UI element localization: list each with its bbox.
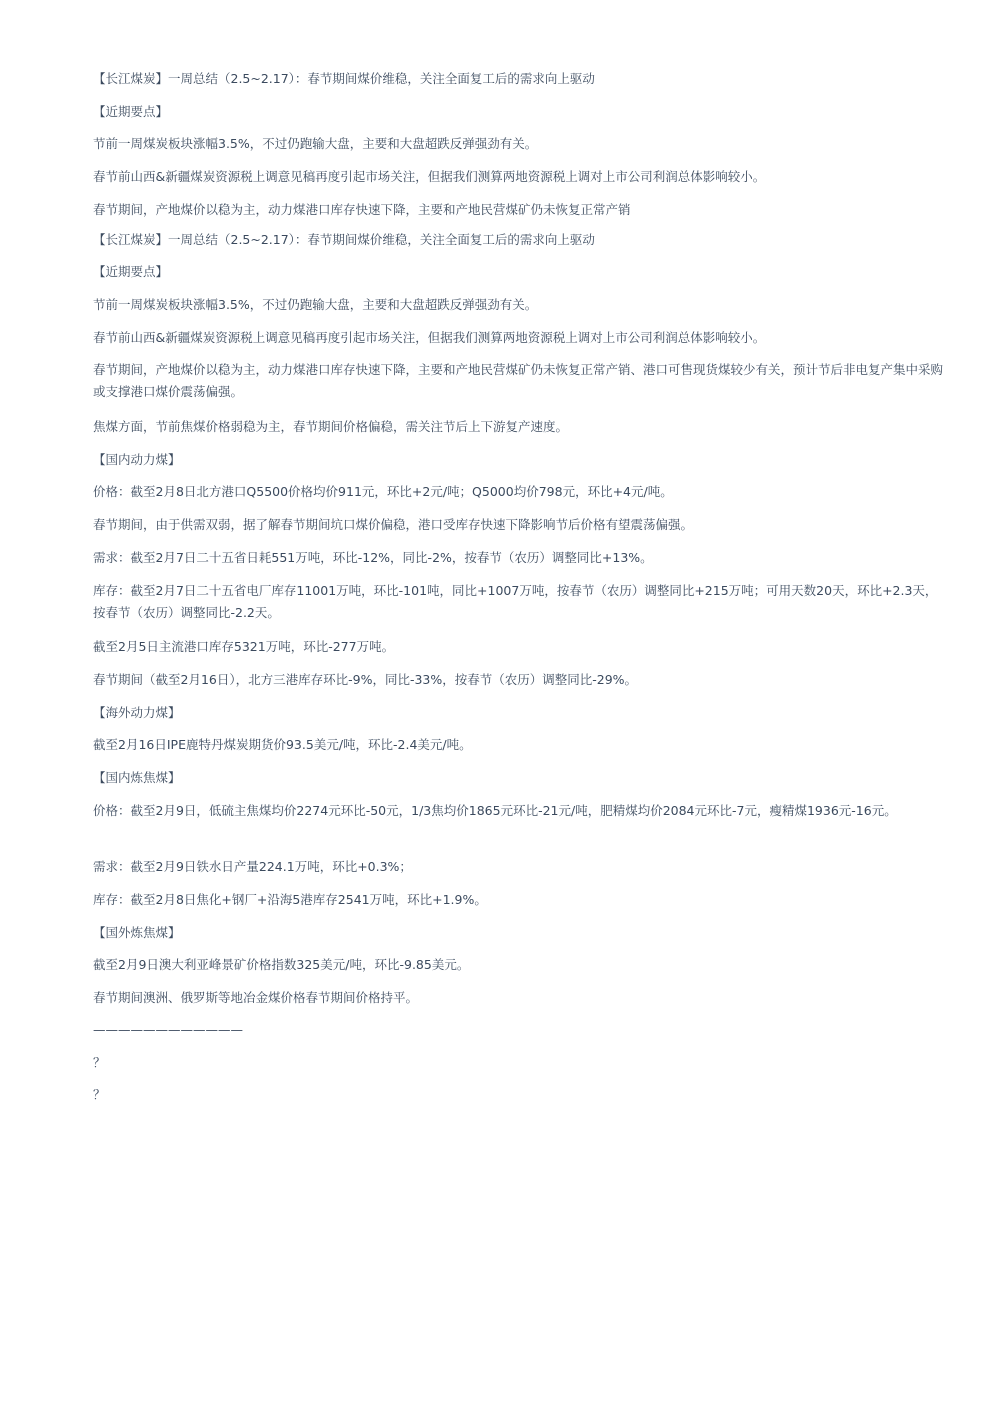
section-heading-foreign-coking-coal: 【国外炼焦煤】: [93, 925, 181, 940]
paragraph: 需求：截至2月9日铁水日产量224.1万吨，环比+0.3%；: [93, 859, 412, 874]
paragraph: 需求：截至2月7日二十五省日耗551万吨，环比-12%，同比-2%，按春节（农历）调整同比+13%。: [93, 550, 653, 565]
section-heading-recent-points: 【近期要点】: [93, 104, 169, 119]
paragraph: 焦煤方面，节前焦煤价格弱稳为主，春节期间价格偏稳，需关注节后上下游复产速度。: [93, 419, 569, 434]
report-title: 【长江煤炭】一周总结（2.5~2.17）：春节期间煤价维稳，关注全面复工后的需求向上驱动: [93, 71, 595, 86]
paragraph: 春节前山西&新疆煤炭资源税上调意见稿再度引起市场关注，但据我们测算两地资源税上调对上市公司利润总体影响较小。: [93, 330, 766, 345]
paragraph: 截至2月9日澳大利亚峰景矿价格指数325美元/吨，环比-9.85美元。: [93, 957, 470, 972]
paragraph: 价格：截至2月9日，低硫主焦煤均价2274元环比-50元，1/3焦均价1865元环比-21元/吨，肥精煤均价2084元环比-7元，瘦精煤1936元-16元。: [93, 803, 897, 818]
placeholder-mark: ？: [93, 1087, 106, 1102]
paragraph: 价格：截至2月8日北方港口Q5500价格均价911元，环比+2元/吨；Q5000均价798元，环比+4元/吨。: [93, 484, 673, 499]
paragraph: 春节期间，由于供需双弱，据了解春节期间坑口煤价偏稳，港口受库存快速下降影响节后价格有望震荡偏强。: [93, 517, 694, 532]
divider-line: ————————————: [93, 1022, 243, 1037]
paragraph: 春节期间澳洲、俄罗斯等地冶金煤价格春节期间价格持平。: [93, 990, 419, 1005]
report-title: 【长江煤炭】一周总结（2.5~2.17）：春节期间煤价维稳，关注全面复工后的需求向上驱动: [93, 232, 595, 247]
paragraph: 节前一周煤炭板块涨幅3.5%，不过仍跑输大盘，主要和大盘超跌反弹强劲有关。: [93, 297, 538, 312]
section-heading-recent-points: 【近期要点】: [93, 264, 169, 279]
paragraph: 春节期间，产地煤价以稳为主，动力煤港口库存快速下降，主要和产地民营煤矿仍未恢复正常产销、港口可售现货煤较少有关，预计节后非电复产集中采购或支撑港口煤价震荡偏强。: [93, 362, 944, 399]
placeholder-mark: ？: [93, 1055, 106, 1070]
section-heading-overseas-thermal-coal: 【海外动力煤】: [93, 705, 181, 720]
section-heading-domestic-coking-coal: 【国内炼焦煤】: [93, 770, 181, 785]
paragraph: 截至2月16日IPE鹿特丹煤炭期货价93.5美元/吨，环比-2.4美元/吨。: [93, 737, 472, 752]
section-heading-domestic-thermal-coal: 【国内动力煤】: [93, 452, 181, 467]
paragraph: 库存：截至2月7日二十五省电厂库存11001万吨，环比-101吨，同比+1007万吨，按春节（农历）调整同比+215万吨；可用天数20天，环比+2.3天，按春节（农历）调整同比-2.2天。: [93, 583, 938, 620]
paragraph: 节前一周煤炭板块涨幅3.5%，不过仍跑输大盘，主要和大盘超跌反弹强劲有关。: [93, 136, 538, 151]
paragraph: 春节期间，产地煤价以稳为主，动力煤港口库存快速下降，主要和产地民营煤矿仍未恢复正常产销: [93, 202, 631, 217]
paragraph: 春节前山西&新疆煤炭资源税上调意见稿再度引起市场关注，但据我们测算两地资源税上调对上市公司利润总体影响较小。: [93, 169, 766, 184]
paragraph: 截至2月5日主流港口库存5321万吨，环比-277万吨。: [93, 639, 395, 654]
paragraph: 春节期间（截至2月16日），北方三港库存环比-9%，同比-33%，按春节（农历）调整同比-29%。: [93, 672, 638, 687]
paragraph: 库存：截至2月8日焦化+钢厂+沿海5港库存2541万吨，环比+1.9%。: [93, 892, 487, 907]
